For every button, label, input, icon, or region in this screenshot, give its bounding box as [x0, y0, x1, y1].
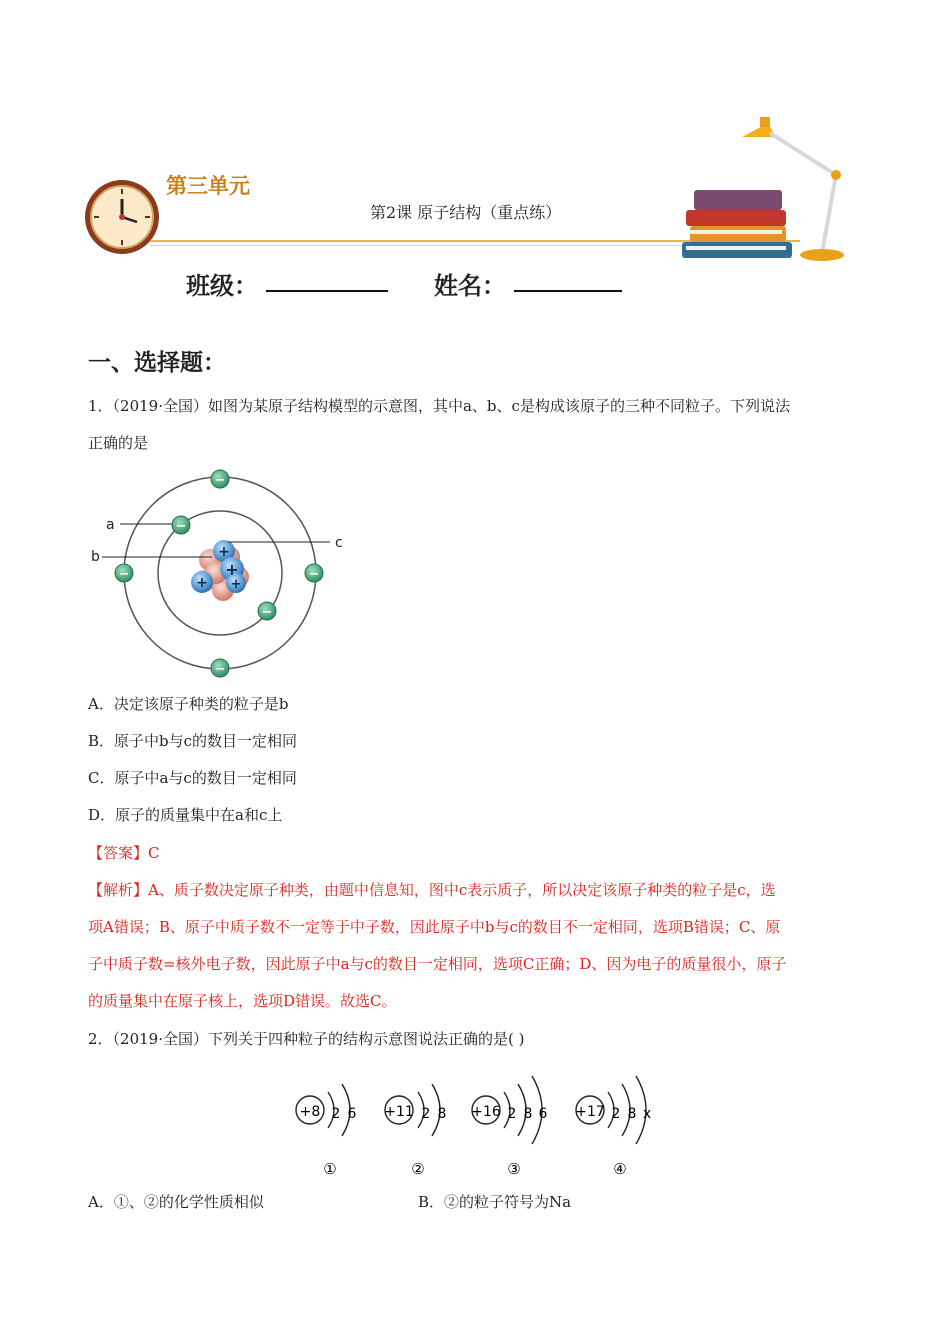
electron-sign: −	[214, 473, 226, 488]
question-number: 1．	[88, 397, 113, 415]
lesson-title: 第2课 原子结构（重点练）	[370, 203, 562, 222]
shell-electrons: 2	[421, 1106, 431, 1122]
electron-sign: −	[175, 519, 187, 534]
section-title: 一、选择题：	[88, 350, 226, 376]
question-2-line	[88, 1021, 524, 1058]
option-b[interactable]: B．原子中b与c的数目一定相同	[88, 732, 298, 750]
option-b[interactable]: B．②的粒子符号为Na	[418, 1193, 572, 1211]
analysis-line-1: 【解析】A、质子数决定原子种类，由题中信息知，图中c表示质子，所以决定该原子种类的粒子是c，选	[88, 881, 776, 899]
proton-sign: +	[218, 544, 230, 560]
shell-electrons: 2	[331, 1106, 341, 1122]
question-text: （2019·全国）下列关于四种粒子的结构示意图说法正确的是( )	[112, 1030, 525, 1048]
books-and-lamp-icon	[676, 115, 856, 265]
question-1-line2: 正确的是	[88, 434, 149, 452]
atom-structure-diagram	[88, 465, 358, 680]
shell-electrons: 6	[538, 1106, 548, 1122]
particle-3	[471, 1076, 547, 1178]
nucleus-charge: +8	[299, 1104, 321, 1120]
electron-sign: −	[308, 567, 320, 582]
nucleus-charge: +16	[471, 1104, 501, 1120]
shell-electrons: 8	[437, 1106, 447, 1122]
particle-label: ①	[323, 1160, 337, 1178]
answer-label: 【答案】	[88, 844, 149, 862]
name-blank	[514, 290, 622, 292]
answer-value: C	[148, 844, 160, 862]
electron-sign: −	[118, 567, 130, 582]
particle-4	[575, 1076, 651, 1178]
question-1-line1	[88, 388, 790, 425]
nucleus	[191, 540, 249, 601]
proton-sign: +	[230, 577, 242, 592]
class-blank	[266, 290, 388, 292]
particle-structure-diagrams	[288, 1062, 668, 1180]
analysis-line-4: 的质量集中在原子核上，选项D错误。故选C。	[88, 992, 397, 1010]
particle-label: ②	[411, 1160, 425, 1178]
question-text: （2019·全国）如图为某原子结构模型的示意图，其中a、b、c是构成该原子的三种不同粒子。下列说法	[112, 397, 790, 415]
shell-electrons: 8	[627, 1106, 637, 1122]
particle-2	[384, 1084, 446, 1178]
electron-sign: −	[261, 605, 273, 620]
particle-label: ③	[507, 1160, 521, 1178]
option-a[interactable]: A．①、②的化学性质相似	[88, 1193, 264, 1211]
answer-line	[88, 835, 160, 872]
shell-electrons: 2	[611, 1106, 621, 1122]
proton-sign: +	[225, 560, 239, 579]
particle-1	[296, 1084, 357, 1178]
shell-electrons: 2	[507, 1106, 517, 1122]
particle-label: ④	[613, 1160, 627, 1178]
name-label: 姓名：	[434, 272, 506, 300]
shell-electrons: x	[642, 1106, 652, 1122]
analysis-label: 【解析】	[88, 881, 149, 899]
unit-label: 第三单元	[166, 174, 250, 198]
label-c: c	[335, 535, 343, 551]
shell-electrons: 6	[347, 1106, 357, 1122]
analysis-line-3: 子中质子数=核外电子数，因此原子中a与c的数目一定相同，选项C正确；D、因为电子的质量很小，原子	[88, 955, 787, 973]
nucleus-charge: +17	[575, 1104, 605, 1120]
option-c[interactable]: C．原子中a与c的数目一定相同	[88, 769, 297, 787]
shell-electrons: 8	[523, 1106, 533, 1122]
nucleus-charge: +11	[384, 1104, 414, 1120]
question-number: 2．	[88, 1030, 113, 1048]
option-d[interactable]: D．原子的质量集中在a和c上	[88, 806, 283, 824]
label-a: a	[106, 517, 115, 533]
option-a[interactable]: A．决定该原子种类的粒子是b	[88, 695, 289, 713]
label-b: b	[91, 549, 100, 565]
electron-sign: −	[214, 662, 226, 677]
analysis-line-2: 项A错误；B、原子中质子数不一定等于中子数，因此原子中b与c的数目不一定相同，选项B错误；C、原	[88, 918, 781, 936]
class-label: 班级：	[186, 272, 258, 300]
proton-sign: +	[196, 575, 208, 591]
